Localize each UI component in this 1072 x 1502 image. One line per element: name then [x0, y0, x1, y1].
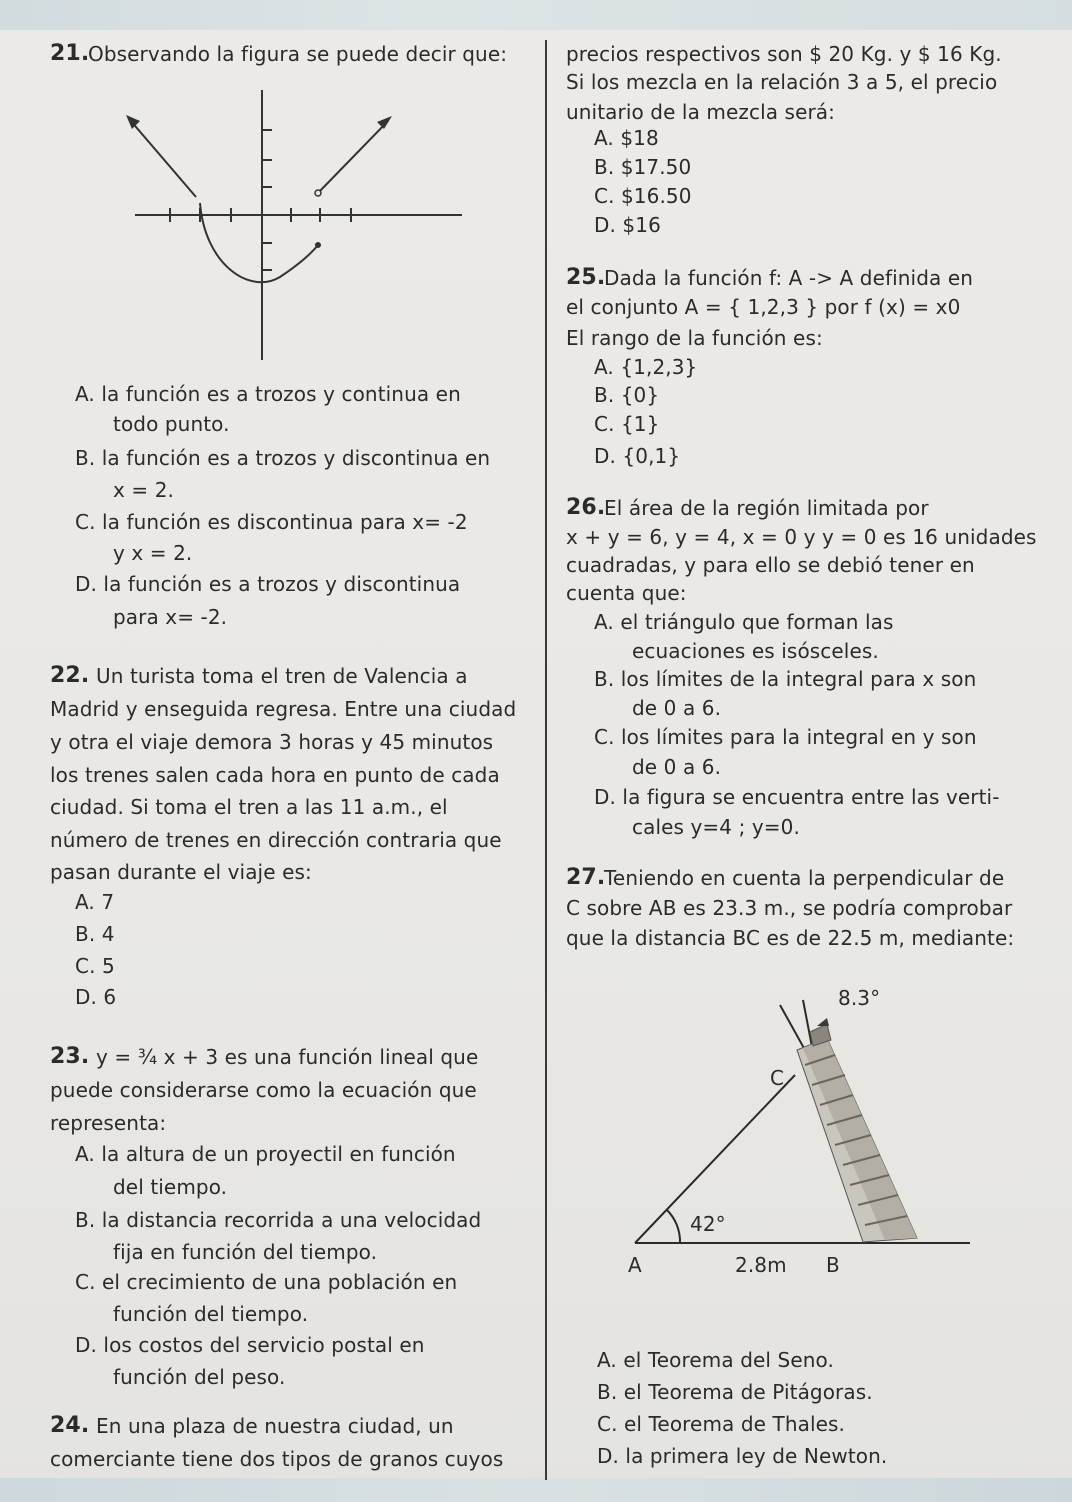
- question-line: El rango de la función es:: [566, 326, 823, 350]
- option-26a[interactable]: A. el triángulo que forman las: [594, 610, 894, 634]
- question-line: Teniendo en cuenta la perpendicular de: [604, 866, 1005, 890]
- question-number: 27.: [566, 865, 606, 890]
- piecewise-function-graph: [120, 85, 480, 365]
- question-line: los trenes salen cada hora en punto de cada: [50, 763, 500, 787]
- question-line: ciudad. Si toma el tren a las 11 a.m., el: [50, 795, 448, 819]
- label-point-c: C: [770, 1066, 785, 1090]
- option-27a[interactable]: A. el Teorema del Seno.: [597, 1348, 834, 1372]
- label-point-b: B: [826, 1253, 840, 1277]
- option-23d-cont: función del peso.: [113, 1365, 286, 1389]
- option-21c-cont: y x = 2.: [113, 541, 193, 565]
- label-angle-top: 8.3°: [838, 986, 881, 1010]
- option-26c-cont: de 0 a 6.: [632, 755, 722, 779]
- question-number: 24.: [50, 1413, 90, 1438]
- right-line-piece: [318, 121, 388, 193]
- question-line: C sobre AB es 23.3 m., se podría comprobar: [566, 896, 1013, 920]
- question-number: 23.: [50, 1044, 90, 1069]
- option-24a[interactable]: A. $18: [594, 126, 659, 150]
- question-line: En una plaza de nuestra ciudad, un: [96, 1414, 454, 1438]
- option-25a[interactable]: A. {1,2,3}: [594, 355, 698, 379]
- right-arrowhead: [377, 116, 392, 129]
- option-21d[interactable]: D. la función es a trozos y discontinua: [75, 572, 461, 596]
- label-point-a: A: [628, 1253, 642, 1277]
- page-bottom-band: [0, 1478, 1072, 1502]
- question-line: el conjunto A = { 1,2,3 } por f (x) = x0: [566, 295, 961, 319]
- option-25b[interactable]: B. {0}: [594, 383, 660, 407]
- leaning-tower-diagram: [605, 980, 985, 1280]
- option-23b-cont: fija en función del tiempo.: [113, 1240, 378, 1264]
- option-24b[interactable]: B. $17.50: [594, 155, 692, 179]
- option-27b[interactable]: B. el Teorema de Pitágoras.: [597, 1380, 873, 1404]
- option-21a-cont: todo punto.: [113, 412, 230, 436]
- option-24c[interactable]: C. $16.50: [594, 184, 692, 208]
- question-line: Si los mezcla en la relación 3 a 5, el precio: [566, 70, 998, 94]
- question-number: 22.: [50, 663, 90, 688]
- option-26d-cont: cales y=4 ; y=0.: [632, 815, 800, 839]
- question-line: unitario de la mezcla será:: [566, 100, 835, 124]
- option-22c[interactable]: C. 5: [75, 954, 115, 978]
- angle-arc-a: [667, 1210, 680, 1243]
- question-line: número de trenes en dirección contraria que: [50, 828, 502, 852]
- option-21b[interactable]: B. la función es a trozos y discontinua en: [75, 446, 491, 470]
- question-line: puede considerarse como la ecuación que: [50, 1078, 477, 1102]
- option-22a[interactable]: A. 7: [75, 890, 115, 914]
- question-number: 25.: [566, 265, 606, 290]
- question-number: 26.: [566, 495, 606, 520]
- column-divider: [545, 40, 547, 1480]
- option-24d[interactable]: D. $16: [594, 213, 661, 237]
- question-number: 21.: [50, 41, 90, 66]
- option-23b[interactable]: B. la distancia recorrida a una velocidad: [75, 1208, 482, 1232]
- option-27c[interactable]: C. el Teorema de Thales.: [597, 1412, 845, 1436]
- question-line: comerciante tiene dos tipos de granos cuyos: [50, 1447, 504, 1471]
- left-line-piece: [130, 120, 196, 197]
- question-line: pasan durante el viaje es:: [50, 860, 312, 884]
- option-26b[interactable]: B. los límites de la integral para x son: [594, 667, 977, 691]
- option-26d[interactable]: D. la figura se encuentra entre las verti-: [594, 785, 1000, 809]
- open-point-upper: [315, 190, 321, 196]
- option-25d[interactable]: D. {0,1}: [594, 444, 681, 468]
- question-line: El área de la región limitada por: [604, 496, 929, 520]
- option-26b-cont: de 0 a 6.: [632, 696, 722, 720]
- option-23c[interactable]: C. el crecimiento de una población en: [75, 1270, 458, 1294]
- question-line: representa:: [50, 1111, 167, 1135]
- label-angle-a: 42°: [690, 1212, 726, 1236]
- option-21d-cont: para x= -2.: [113, 605, 228, 629]
- option-26c[interactable]: C. los límites para la integral en y son: [594, 725, 977, 749]
- option-23a[interactable]: A. la altura de un proyectil en función: [75, 1142, 456, 1166]
- option-25c[interactable]: C. {1}: [594, 412, 660, 436]
- question-line: x + y = 6, y = 4, x = 0 y y = 0 es 16 unidades: [566, 525, 1037, 549]
- question-line: cuadradas, y para ello se debió tener en: [566, 553, 975, 577]
- question-line: y otra el viaje demora 3 horas y 45 minutos: [50, 730, 494, 754]
- question-stem: Observando la figura se puede decir que:: [88, 42, 508, 66]
- left-arrowhead: [126, 115, 140, 129]
- question-line: Madrid y enseguida regresa. Entre una ciudad: [50, 697, 517, 721]
- tower-illustration: [797, 1018, 917, 1242]
- question-line: Un turista toma el tren de Valencia a: [96, 664, 468, 688]
- page-top-band: [0, 0, 1072, 30]
- question-line: precios respectivos son $ 20 Kg. y $ 16 Kg.: [566, 42, 1002, 66]
- question-line: que la distancia BC es de 22.5 m, mediante:: [566, 926, 1015, 950]
- question-line: cuenta que:: [566, 581, 687, 605]
- option-21b-cont: x = 2.: [113, 478, 174, 502]
- label-distance: 2.8m: [735, 1253, 787, 1277]
- option-22d[interactable]: D. 6: [75, 985, 117, 1009]
- question-line: y = ¾ x + 3 es una función lineal que: [96, 1045, 479, 1069]
- option-27d[interactable]: D. la primera ley de Newton.: [597, 1444, 888, 1468]
- option-23d[interactable]: D. los costos del servicio postal en: [75, 1333, 425, 1357]
- option-22b[interactable]: B. 4: [75, 922, 115, 946]
- option-26a-cont: ecuaciones es isósceles.: [632, 639, 879, 663]
- option-23a-cont: del tiempo.: [113, 1175, 228, 1199]
- closed-point-lower: [315, 242, 321, 248]
- question-line: Dada la función f: A -> A definida en: [604, 266, 974, 290]
- option-21a[interactable]: A. la función es a trozos y continua en: [75, 382, 461, 406]
- option-23c-cont: función del tiempo.: [113, 1302, 309, 1326]
- option-21c[interactable]: C. la función es discontinua para x= -2: [75, 510, 468, 534]
